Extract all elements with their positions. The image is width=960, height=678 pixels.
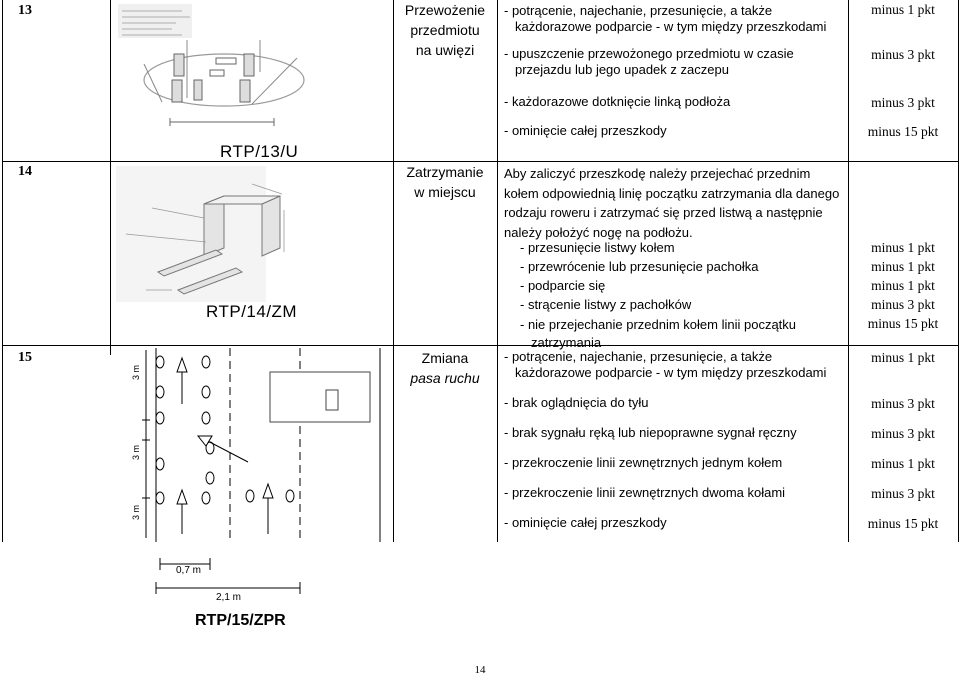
penalty: minus 3 pkt <box>871 486 935 501</box>
column-divider <box>110 0 111 355</box>
category-line: Zatrzymanie <box>406 164 484 180</box>
column-divider <box>497 0 498 542</box>
penalty: minus 3 pkt <box>871 396 935 411</box>
penalty: minus 15 pkt <box>867 124 939 139</box>
criterion <box>520 316 796 352</box>
category-title <box>393 0 497 60</box>
criterion <box>504 349 826 381</box>
criterion: - ominięcie całej przeszkody <box>504 123 667 138</box>
criterion-line: - nie przejechanie przednim kołem linii początku <box>520 317 797 332</box>
row-number: 14 <box>18 164 32 179</box>
criterion-line: zatrzymania <box>531 335 602 350</box>
criterion: - brak sygnału ręką lub niepoprawne sygnał ręczny <box>504 425 797 440</box>
criterion: - podparcie się <box>520 278 606 293</box>
criterion-line: każdorazowe podparcie - w tym między przeszkodami <box>515 19 827 34</box>
inner-width-label: 0,7 m <box>176 565 202 576</box>
category-line: na uwięzi <box>415 42 475 58</box>
penalty: minus 15 pkt <box>867 516 939 531</box>
obstacle-code: RTP/15/ZPR <box>195 612 286 629</box>
category-line: pasa ruchu <box>410 370 480 386</box>
table-border-right <box>958 0 959 542</box>
intro-text <box>504 164 844 242</box>
penalty: minus 3 pkt <box>871 426 935 441</box>
criterion <box>504 46 794 78</box>
criterion-line: przejazdu lub jego upadek z zaczepu <box>515 62 729 77</box>
obstacle-code: RTP/13/U <box>220 142 299 161</box>
category-line: Przewożenie <box>404 2 486 18</box>
category-line: Zmiana <box>421 350 469 366</box>
criterion-line: każdorazowe podparcie - w tym między przeszkodami <box>515 365 827 380</box>
criterion-line: - potrącenie, najechanie, przesunięcie, a także <box>504 3 773 18</box>
intro-line: rodzaju roweru i zatrzymać się przed listwą a następnie <box>504 205 823 220</box>
penalty: minus 1 pkt <box>871 2 935 17</box>
criterion: - przesunięcie listwy kołem <box>520 240 675 255</box>
penalty: minus 1 pkt <box>871 350 935 365</box>
diagram-obstacle-14 <box>112 164 310 304</box>
row-divider <box>2 345 958 346</box>
criterion: - brak oglądnięcia do tyłu <box>504 395 649 410</box>
page-number: 14 <box>474 664 486 676</box>
outer-width-label: 2,1 m <box>216 592 242 603</box>
criterion-line: - potrącenie, najechanie, przesunięcie, a także <box>504 349 773 364</box>
criterion: - strącenie listwy z pachołków <box>520 297 692 312</box>
penalty: minus 1 pkt <box>871 278 935 293</box>
penalty: minus 1 pkt <box>871 240 935 255</box>
criterion: - przewrócenie lub przesunięcie pachołka <box>520 259 759 274</box>
diagram-obstacle-13 <box>112 2 310 130</box>
criterion-line: - upuszczenie przewożonego przedmiotu w czasie <box>504 46 794 61</box>
intro-line: Aby zaliczyć przeszkodę należy przejechać przednim <box>504 166 811 181</box>
penalty: minus 1 pkt <box>871 259 935 274</box>
diagram-obstacle-15 <box>120 348 390 610</box>
penalty: minus 15 pkt <box>867 316 939 331</box>
column-divider <box>393 0 394 542</box>
category-line: przedmiotu <box>410 22 480 38</box>
criterion: - przekroczenie linii zewnętrznych dwoma kołami <box>504 485 786 500</box>
intro-line: kołem odpowiednią linię początku zatrzymania dla danego <box>504 185 840 201</box>
category-title <box>393 348 497 388</box>
table-border-left <box>2 0 3 542</box>
penalty: minus 3 pkt <box>871 47 935 62</box>
row-number: 13 <box>18 3 32 18</box>
criterion <box>504 3 826 35</box>
intro-line: należy położyć nogę na podłożu. <box>504 224 693 240</box>
obstacle-code: RTP/14/ZM <box>206 302 298 321</box>
criterion: - przekroczenie linii zewnętrznych jednym kołem <box>504 455 783 470</box>
criterion: - każdorazowe dotknięcie linką podłoża <box>504 94 731 109</box>
penalty: minus 1 pkt <box>871 456 935 471</box>
lane-width-label: 3 m <box>131 504 141 520</box>
row-number: 15 <box>18 350 32 365</box>
category-title <box>393 162 497 202</box>
criterion: - ominięcie całej przeszkody <box>504 515 667 530</box>
penalty: minus 3 pkt <box>871 95 935 110</box>
category-line: w miejscu <box>414 184 476 200</box>
lane-width-label: 3 m <box>131 364 141 380</box>
lane-width-label: 3 m <box>131 444 141 460</box>
penalty: minus 3 pkt <box>871 297 935 312</box>
